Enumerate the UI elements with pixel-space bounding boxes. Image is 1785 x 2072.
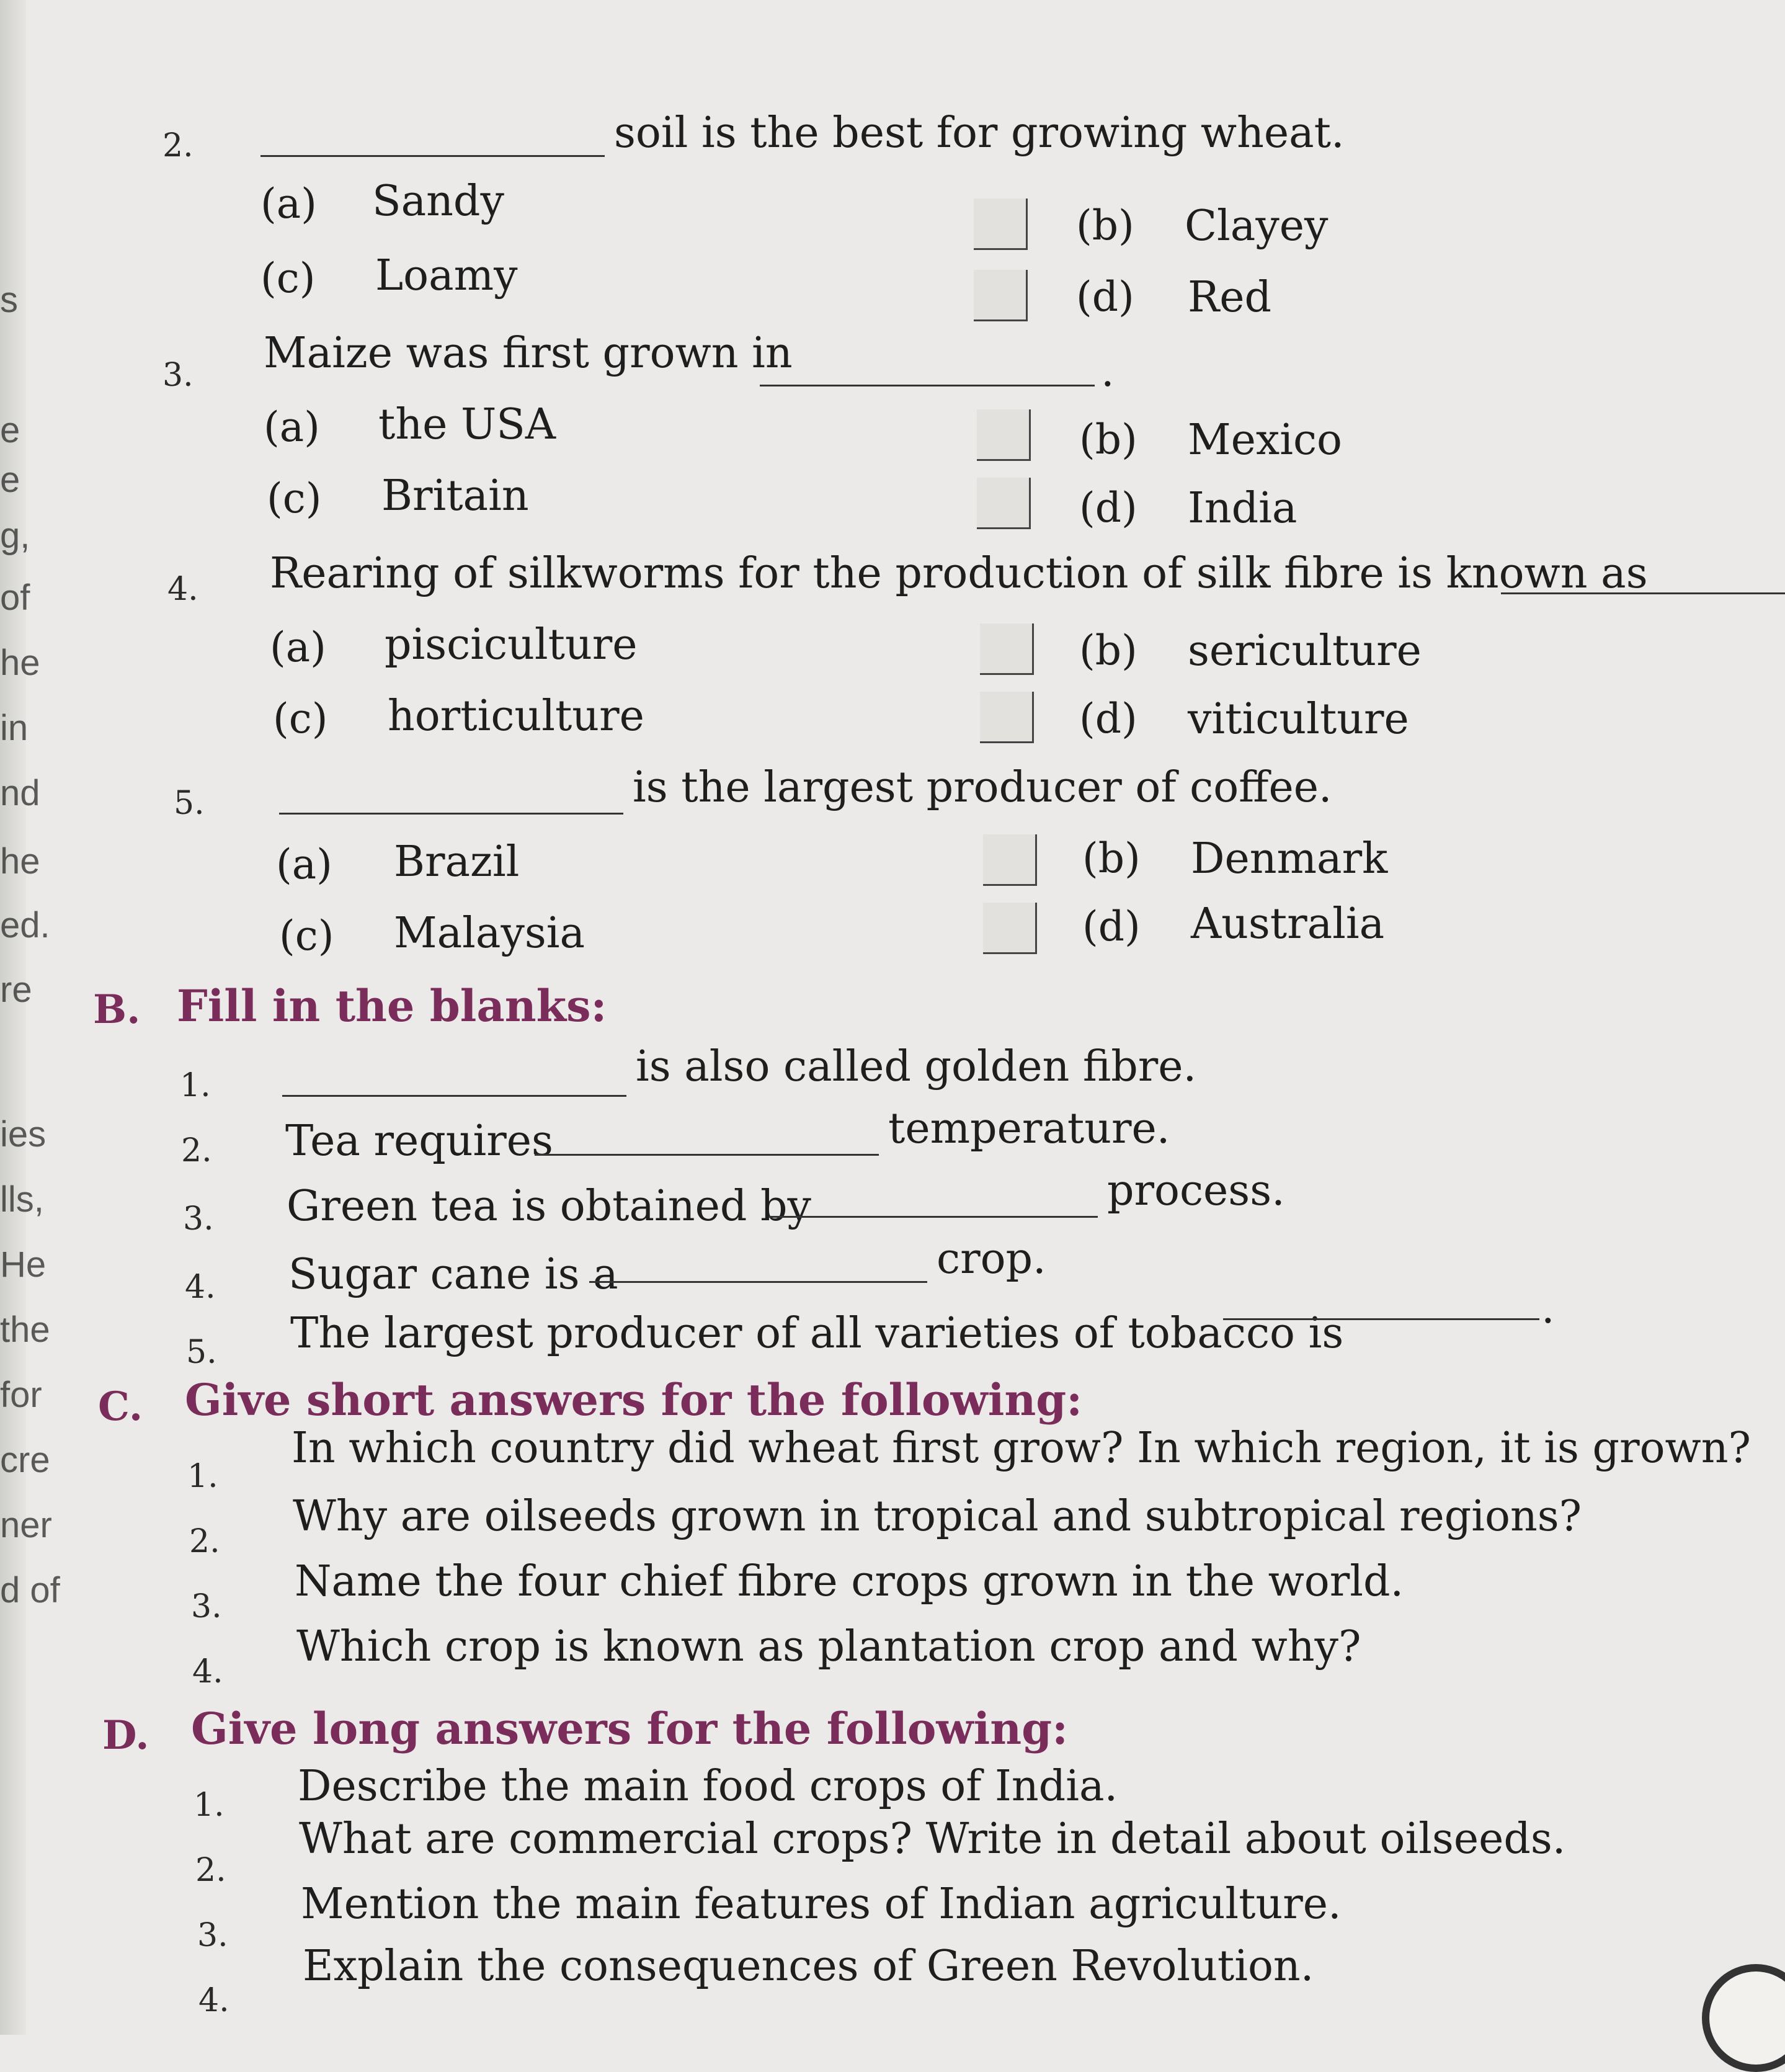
answer-blank[interactable]: [282, 1095, 626, 1097]
question-stem: Rearing of silkworms for the production of silk fibre is known as: [270, 549, 1648, 598]
answer-blank[interactable]: [260, 155, 605, 157]
option-text: Mexico: [1188, 416, 1342, 465]
question-number: 4.: [167, 571, 198, 608]
option-text: horticulture: [388, 692, 644, 741]
option-text: the USA: [378, 400, 556, 449]
answer-blank[interactable]: [760, 385, 1095, 386]
fill-text: process.: [1107, 1166, 1285, 1215]
option-text: Sandy: [372, 177, 504, 226]
option-letter: (d): [1079, 695, 1137, 743]
option-letter: (d): [1079, 484, 1137, 532]
margin-fragment: d of: [0, 1570, 60, 1610]
margin-fragment: ner: [0, 1505, 52, 1545]
margin-fragment: He: [0, 1244, 47, 1285]
fill-text: is also called golden fibre.: [636, 1042, 1197, 1091]
margin-fragment: he: [0, 643, 40, 683]
question-text: What are commercial crops? Write in detail about oilseeds.: [299, 1815, 1566, 1864]
item-number: 1.: [194, 1787, 225, 1824]
answer-checkbox[interactable]: [980, 623, 1034, 675]
option-letter: (b): [1079, 627, 1137, 674]
question-text: Mention the main features of Indian agriculture.: [301, 1880, 1342, 1929]
section-title: Fill in the blanks:: [177, 980, 607, 1032]
option-text: pisciculture: [385, 620, 638, 669]
item-number: 4.: [192, 1653, 223, 1690]
option-letter: (c): [273, 695, 328, 743]
fill-text: Tea requires: [285, 1117, 553, 1166]
question-stem: is the largest producer of coffee.: [633, 763, 1332, 812]
fill-text: Sugar cane is a: [288, 1250, 618, 1299]
item-number: 3.: [197, 1917, 228, 1954]
margin-fragment: cre: [0, 1440, 50, 1480]
option-letter: (b): [1082, 834, 1141, 882]
option-letter: (d): [1076, 273, 1134, 321]
option-letter: (c): [267, 475, 322, 522]
margin-fragment: e: [0, 410, 20, 450]
margin-fragment: in: [0, 708, 29, 748]
option-text: India: [1188, 484, 1298, 533]
fill-text: temperature.: [888, 1104, 1170, 1153]
option-text: Red: [1188, 273, 1271, 322]
item-number: 4.: [198, 1982, 229, 2019]
item-number: 2.: [181, 1132, 212, 1169]
option-letter: (a): [276, 841, 332, 888]
section-title: Give long answers for the following:: [191, 1703, 1068, 1754]
section-letter: B.: [93, 986, 141, 1033]
answer-checkbox[interactable]: [977, 409, 1031, 461]
option-text: Denmark: [1191, 834, 1388, 883]
section-title: Give short answers for the following:: [185, 1374, 1083, 1426]
answer-blank[interactable]: [279, 813, 623, 815]
fill-text: .: [1541, 1284, 1555, 1333]
question-number: 2.: [162, 127, 194, 164]
margin-fragment: the: [0, 1310, 50, 1350]
margin-fragment: ed.: [0, 905, 50, 945]
fill-text: crop.: [937, 1235, 1046, 1284]
answer-checkbox[interactable]: [983, 903, 1037, 954]
question-text: In which country did wheat first grow? In which region, it is grown?: [292, 1424, 1751, 1473]
item-number: 2.: [189, 1523, 220, 1560]
option-letter: (a): [270, 623, 326, 671]
item-number: 1.: [180, 1067, 211, 1104]
option-letter: (a): [260, 180, 317, 228]
answer-checkbox[interactable]: [983, 834, 1037, 886]
margin-fragment: he: [0, 841, 40, 882]
question-text: Describe the main food crops of India.: [298, 1762, 1118, 1811]
answer-blank[interactable]: [589, 1281, 927, 1283]
answer-blank[interactable]: [1223, 1318, 1539, 1320]
answer-checkbox[interactable]: [980, 692, 1034, 743]
section-letter: D.: [102, 1712, 149, 1759]
option-text: Malaysia: [394, 909, 585, 958]
margin-fragment: nd: [0, 773, 40, 813]
option-text: Clayey: [1185, 202, 1329, 251]
answer-blank[interactable]: [769, 1216, 1098, 1218]
option-letter: (b): [1076, 202, 1134, 249]
fill-text: The largest producer of all varieties of tobacco is: [290, 1309, 1344, 1358]
question-stem: Maize was first grown in: [264, 329, 793, 378]
question-text: Explain the consequences of Green Revolution.: [303, 1942, 1314, 1991]
margin-fragment: ies: [0, 1114, 47, 1154]
answer-checkbox[interactable]: [974, 270, 1028, 321]
option-letter: (b): [1079, 416, 1137, 463]
item-number: 3.: [191, 1588, 222, 1625]
fill-text: Green tea is obtained by: [287, 1182, 811, 1231]
margin-fragment: g,: [0, 516, 30, 556]
question-text: Name the four chief fibre crops grown in the world.: [295, 1557, 1404, 1606]
answer-checkbox[interactable]: [974, 199, 1028, 250]
option-letter: (c): [260, 254, 316, 302]
question-number: 3.: [162, 357, 194, 394]
question-text: Why are oilseeds grown in tropical and subtropical regions?: [293, 1492, 1582, 1541]
question-stem: soil is the best for growing wheat.: [614, 109, 1345, 158]
section-letter: C.: [98, 1383, 143, 1430]
margin-fragment: of: [0, 578, 30, 618]
item-number: 5.: [186, 1334, 217, 1371]
item-number: 2.: [195, 1852, 226, 1889]
option-text: Australia: [1191, 900, 1385, 949]
item-number: 4.: [185, 1269, 216, 1306]
item-number: 1.: [187, 1458, 218, 1495]
option-letter: (c): [279, 912, 334, 960]
option-text: Loamy: [375, 251, 518, 300]
margin-fragment: e: [0, 460, 20, 500]
item-number: 3.: [183, 1200, 214, 1238]
answer-blank[interactable]: [535, 1154, 879, 1156]
option-letter: (d): [1082, 903, 1141, 950]
option-text: Brazil: [394, 837, 520, 886]
answer-blank[interactable]: [1501, 592, 1785, 594]
page-number-badge-icon: [1702, 1964, 1785, 2072]
option-text: viticulture: [1188, 695, 1409, 744]
option-letter: (a): [264, 403, 320, 451]
question-stem-end: .: [1101, 347, 1115, 396]
margin-fragment: s: [0, 280, 18, 320]
margin-fragment: re: [0, 970, 32, 1010]
margin-fragment: for: [0, 1375, 42, 1415]
answer-checkbox[interactable]: [977, 478, 1031, 529]
question-text: Which crop is known as plantation crop and why?: [296, 1622, 1361, 1671]
margin-fragment: lls,: [0, 1179, 44, 1220]
option-text: Britain: [381, 471, 529, 520]
question-number: 5.: [174, 785, 205, 822]
option-text: sericulture: [1188, 627, 1422, 676]
